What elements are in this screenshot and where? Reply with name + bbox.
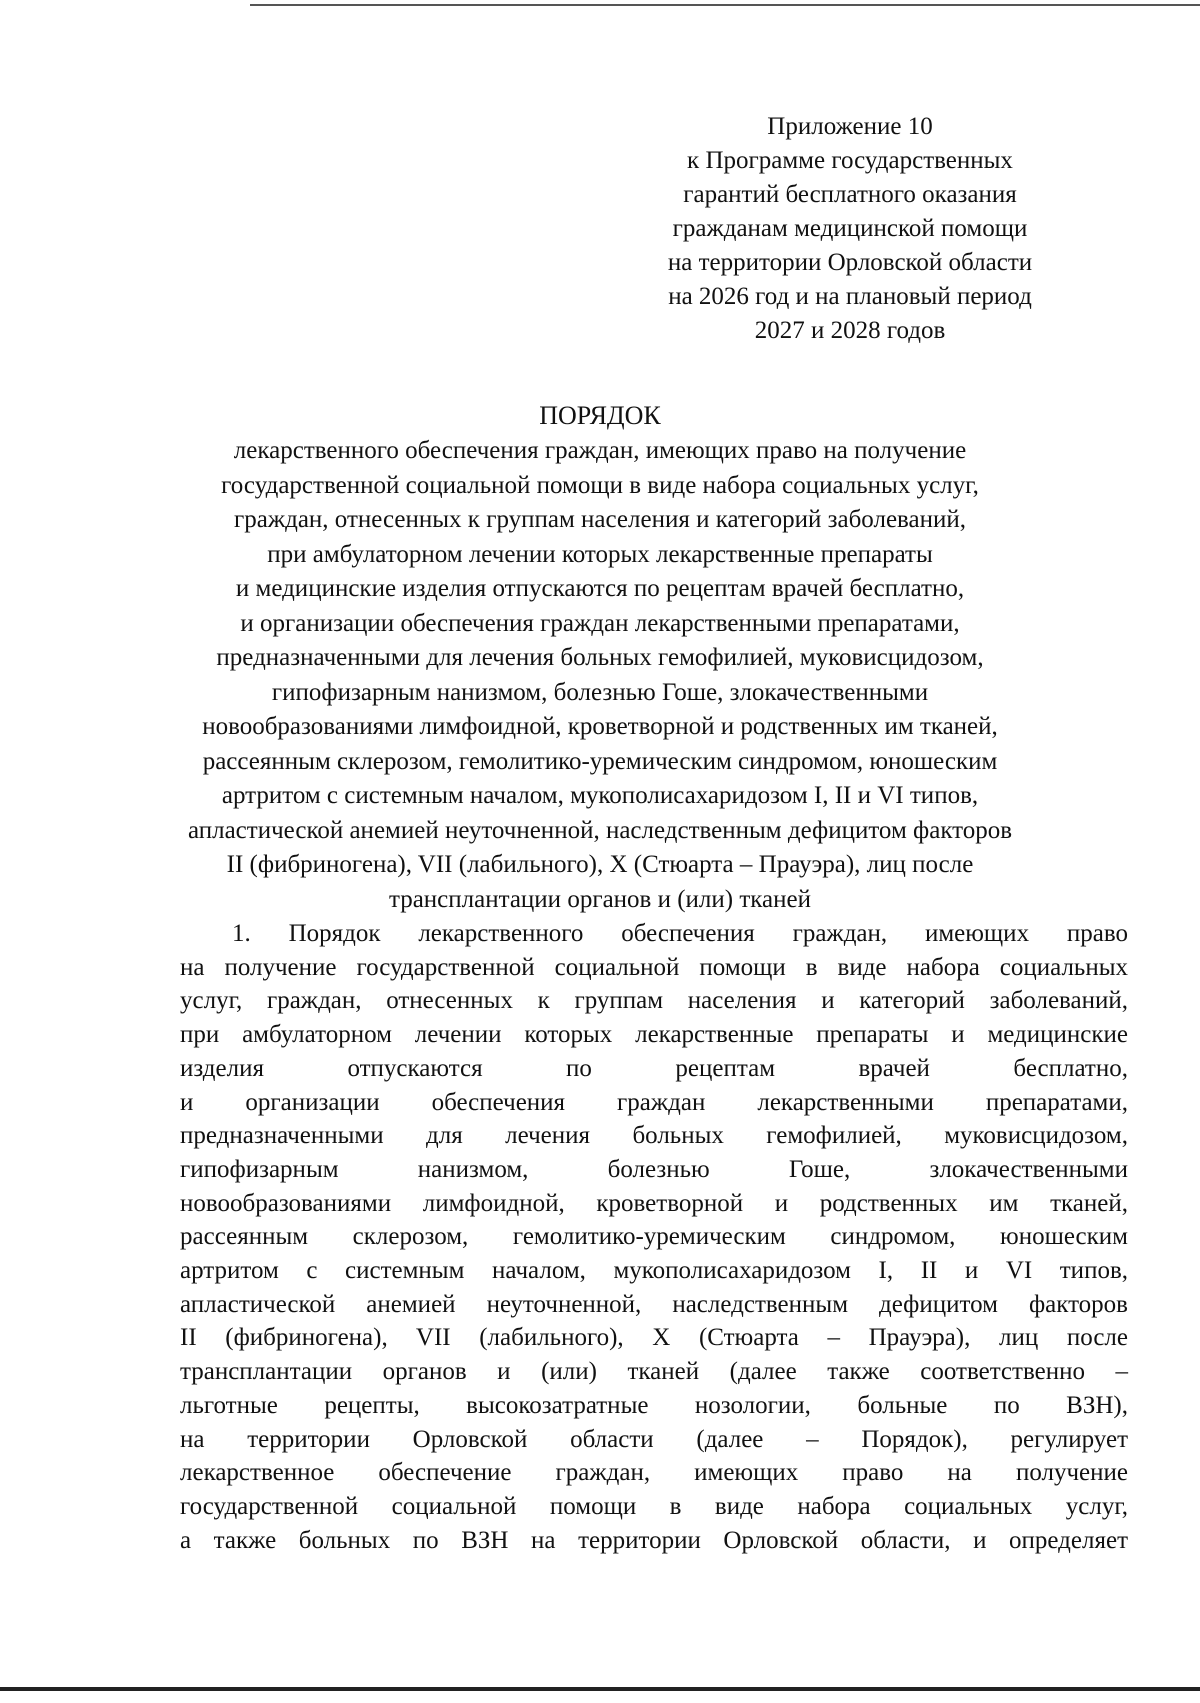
- paragraph-line: на получение государственной социальной помощи в виде набора социальных: [180, 953, 1128, 981]
- appendix-line: гарантий бесплатного оказания: [683, 181, 1017, 208]
- subtitle-line: апластической анемией неуточненной, наследственным дефицитом факторов: [187, 816, 1013, 844]
- appendix-line: гражданам медицинской помощи: [672, 215, 1028, 242]
- subtitle-line: государственной социальной помощи в виде набора социальных услуг,: [221, 471, 979, 499]
- subtitle-line: и организации обеспечения граждан лекарственными препаратами,: [240, 609, 960, 637]
- document-title-block: [150, 398, 1050, 917]
- paragraph-line: новообразованиями лимфоидной, кроветворной и родственных им тканей,: [180, 1189, 1128, 1217]
- subtitle-line: предназначенными для лечения больных гемофилией, муковисцидозом,: [216, 644, 984, 671]
- paragraph-line: изделия отпускаются по рецептам врачей бесплатно,: [180, 1054, 1128, 1082]
- paragraph-line: артритом с системным началом, мукополисахаридозом I, II и VI типов,: [180, 1257, 1128, 1285]
- subtitle-line: трансплантации органов и (или) тканей: [388, 885, 812, 913]
- paragraph-line: при амбулаторном лечении которых лекарственные препараты и медицинские: [180, 1021, 1128, 1049]
- paragraph-line: гипофизарным нанизмом, болезнью Гоше, злокачественными: [180, 1155, 1128, 1183]
- paragraph-line: и организации обеспечения граждан лекарственными препаратами,: [180, 1088, 1128, 1116]
- paragraph-1: [180, 917, 1128, 1557]
- subtitle-line: новообразованиями лимфоидной, кроветворной и родственных им тканей,: [202, 713, 998, 740]
- paragraph-line: предназначенными для лечения больных гемофилией, муковисцидозом,: [180, 1122, 1128, 1150]
- paragraph-line: а также больных по ВЗН на территории Орловской области, и определяет: [180, 1526, 1128, 1554]
- appendix-block: [640, 110, 1060, 348]
- paragraph-line: трансплантации органов и (или) тканей (далее также соответственно –: [180, 1358, 1128, 1386]
- appendix-line: к Программе государственных: [687, 147, 1013, 174]
- subtitle-line: граждан, отнесенных к группам населения и категорий заболеваний,: [233, 506, 966, 533]
- paragraph-line: 1. Порядок лекарственного обеспечения граждан, имеющих право: [232, 920, 1128, 947]
- appendix-line: 2027 и 2028 годов: [754, 317, 946, 344]
- paragraph-line: льготные рецепты, высокозатратные нозологии, больные по ВЗН),: [180, 1391, 1128, 1419]
- paragraph-line: II (фибриногена), VII (лабильного), X (Стюарта – Прауэра), лиц после: [180, 1324, 1128, 1352]
- subtitle-line: артритом с системным началом, мукополисахаридозом I, II и VI типов,: [221, 782, 979, 809]
- paragraph-line: государственной социальной помощи в виде набора социальных услуг,: [180, 1492, 1128, 1520]
- subtitle-line: II (фибриногена), VII (лабильного), X (Стюарта – Прауэра), лиц после: [226, 851, 974, 878]
- appendix-line: Приложение 10: [767, 113, 933, 140]
- bottom-scan-line: [0, 1687, 1200, 1691]
- appendix-line: на территории Орловской области: [667, 249, 1033, 276]
- subtitle-line: гипофизарным нанизмом, болезнью Гоше, злокачественными: [271, 678, 929, 706]
- paragraph-line: услуг, граждан, отнесенных к группам населения и категорий заболеваний,: [180, 987, 1128, 1015]
- subtitle-line: и медицинские изделия отпускаются по рецептам врачей бесплатно,: [235, 575, 965, 602]
- subtitle-line: рассеянным склерозом, гемолитико-уремическим синдромом, юношеским: [202, 747, 998, 775]
- subtitle-line: при амбулаторном лечении которых лекарственные препараты: [267, 540, 933, 568]
- paragraph-line: рассеянным склерозом, гемолитико-уремическим синдромом, юношеским: [180, 1223, 1128, 1251]
- document-title: ПОРЯДОК: [539, 401, 661, 430]
- subtitle-line: лекарственного обеспечения граждан, имеющих право на получение: [233, 437, 967, 464]
- paragraph-line: апластической анемией неуточненной, наследственным дефицитом факторов: [180, 1290, 1128, 1318]
- top-scan-line: [250, 4, 1200, 6]
- paragraph-line: на территории Орловской области (далее – Порядок), регулирует: [180, 1425, 1128, 1453]
- paragraph-line: лекарственное обеспечение граждан, имеющих право на получение: [180, 1459, 1128, 1487]
- appendix-line: на 2026 год и на плановый период: [668, 283, 1032, 310]
